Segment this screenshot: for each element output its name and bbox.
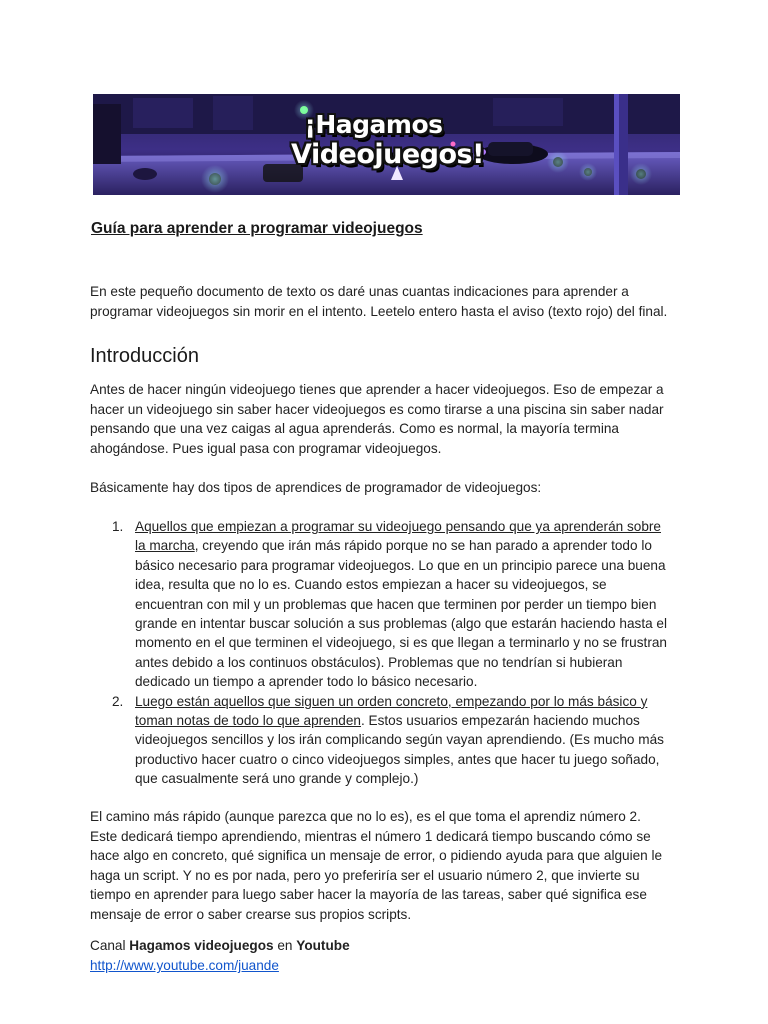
section-line: hacer un videojuego sin saber hacer videojuegos es como tirarse a una piscina sin saber nadar [90,401,664,417]
banner-title-line1: ¡Hagamos [304,110,443,139]
list-item-line: básico necesario para programar videojuegos. Lo que en un principio parece una buena [135,557,666,573]
list-number: 2. [112,693,124,709]
banner-title [93,110,680,170]
section-heading-introduccion: Introducción [90,345,199,367]
list-item-line [135,536,690,555]
document-title: Guía para aprender a programar videojuegos [91,220,423,237]
section-line: Antes de hacer ningún videojuego tienes que aprender a hacer videojuegos. Eso de empezar a [90,382,664,397]
list-item-line: encuentran con mil y un problemas que hacen que terminen por perder un tiempo bien [135,596,657,612]
list-item-text: , creyendo que irán más rápido porque no se han parado a aprender todo lo [194,538,652,554]
conclusion-line: hace algo en concreto, qué significa un mensaje de error, o pidiendo ayuda para que alguien le [90,848,663,864]
list-item-underlined: la marcha [135,538,195,554]
conclusion-line: Este dedicará tiempo aprendiendo, mientras el número 1 dedicará tiempo buscando cómo se [90,828,651,844]
list-item-underlined: Luego están aquellos que siguen un orden concreto, empezando por lo más básico y [135,693,648,709]
list-item-line: idea, resulta que no lo es. Cuando estos empiezan a hacer su videojuegos, se [135,577,607,593]
types-intro [90,478,690,498]
channel-prefix: Canal [90,938,130,953]
intro-line: En este pequeño documento de texto os daré unas cuantas indicaciones para aprender a [90,284,629,299]
list-item-line: antes debido a los continuos obstáculos). Problemas que no tendrían si hubieran [135,654,623,670]
list-item-line [135,711,690,730]
section-line: pensando que una vez caigas al agua aprenderás. Como es normal, la mayoría termina [90,421,619,437]
channel-middle: en [273,938,297,953]
banner-image [93,94,680,195]
list-item-underlined: toman notas de todo lo que aprenden [135,713,361,729]
banner-title-line2: Videojuegos! [291,139,484,170]
learner-types-list [90,517,690,789]
section-line: ahogándose. Pues igual pasa con programar videojuegos. [90,440,442,456]
list-item-line: momento en el que terminen el videojuego, si es que llegan a terminarlo y no se frustran [135,635,667,651]
list-item-line: videojuegos sencillos y los irán complicando según vayan aprendiendo. (Es mucho más [135,732,664,748]
list-item-line: dedicado un tiempo a aprender todo lo básico necesario. [135,674,478,690]
list-number: 1. [112,519,124,534]
conclusion-line: mensaje de error o saber crearse sus propios scripts. [90,906,412,922]
channel-platform: Youtube [296,938,350,953]
list-item [90,517,690,692]
intro-line: programar videojuegos sin morir en el intento. Leetelo entero hasta el aviso (texto rojo) del final. [90,303,668,319]
types-intro-line: Básicamente hay dos tipos de aprendices de programador de videojuegos: [90,480,542,495]
list-item-line: productivo hacer cuatro o cinco videojuegos simples, antes que hacer tu juego soñado, [135,751,660,767]
list-item-line: grande en intentar buscar solución a sus problemas (algo que estarán haciendo hasta el [135,616,668,632]
youtube-link[interactable]: http://www.youtube.com/juande [90,958,279,973]
conclusion-line: El camino más rápido (aunque parezca que no lo es), es el que toma el aprendiz número 2. [90,809,641,824]
section-paragraph [90,380,690,458]
list-item-underlined: Aquellos que empiezan a programar su videojuego pensando que ya aprenderán sobre [135,519,661,534]
intro-paragraph [90,282,690,321]
channel-name: Hagamos videojuegos [129,938,274,953]
list-item [90,692,690,789]
conclusion-paragraph [90,807,690,925]
conclusion-line: haga un script. Y no es por nada, pero yo preferiría ser el usuario número 2, que invierte su [90,867,640,883]
channel-line [90,936,350,956]
conclusion-line: tiempo en aprender para luego saber hacer la mayoría de las tareas, saber qué significa ese [90,887,647,903]
list-item-text: . Estos usuarios empezarán haciendo muchos [360,713,640,729]
list-item-line: que casualmente será uno grande y complejo.) [135,771,419,787]
